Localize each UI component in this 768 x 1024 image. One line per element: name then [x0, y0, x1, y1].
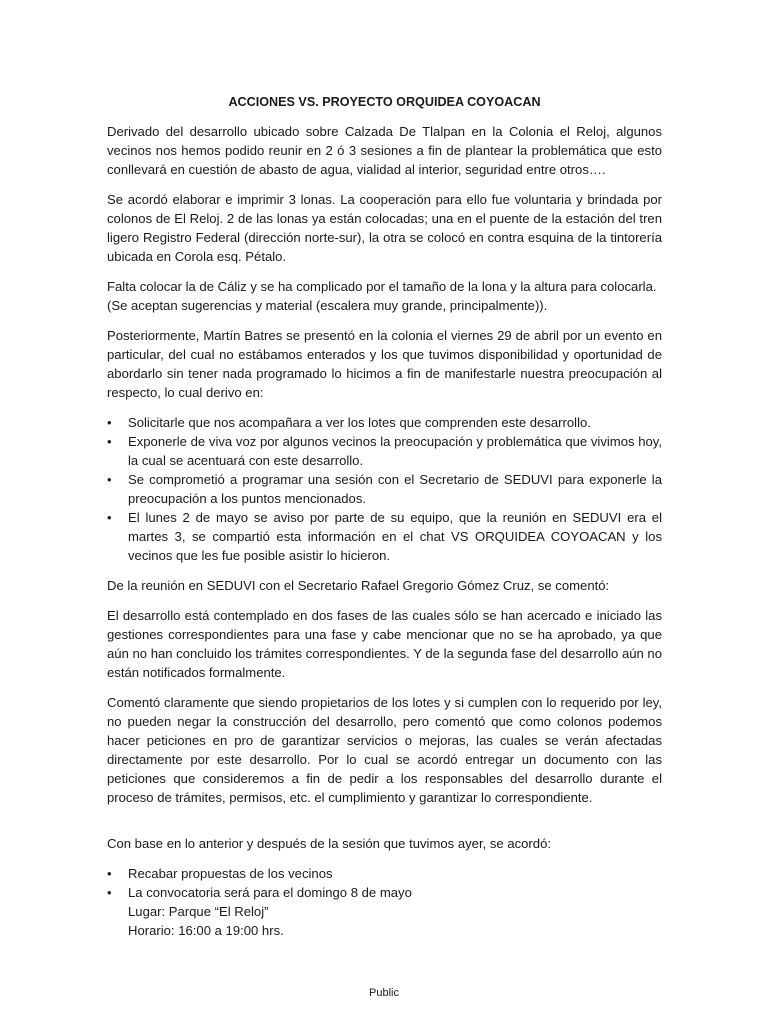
paragraph-phases: El desarrollo está contemplado en dos fases de las cuales sólo se han acercado e iniciado las gestiones correspondientes para una fase y cabe mencionar que no se ha aprobado, ya que aún no han concluido los trámites correspondientes. Y de la segunda fase del desarrollo aún no están notificados formalmente. — [107, 608, 662, 680]
paragraph-batres: Posteriormente, Martín Batres se presentó en la colonia el viernes 29 de abril por un evento en particular, del cual no estábamos enterados y los que tuvimos disponibilidad y oportunidad de abordarlo sin tener nada programado lo hicimos a fin de manifestarle nuestra preocupación al respecto, lo cual derivo en: — [107, 328, 662, 400]
paragraph-owners: Comentó claramente que siendo propietarios de los lotes y si cumplen con lo requerido por ley, no pueden negar la construcción del desarrollo, pero comentó que como colonos podemos hacer peticiones en pro de garantizar servicios o mejoras, las cuales se verán afectadas directamente por este desarrollo. Por lo cual se acordó entregar un documento con las peticiones que consideremos a fin de pedir a los responsables del desarrollo durante el proceso de trámites, permisos, etc. el cumplimiento y garantizar lo correspondiente. — [107, 695, 662, 805]
list-item: • Exponerle de viva voz por algunos vecinos la preocupación y problemática que vivimos hoy, la cual se acentuará con este desarrollo. — [107, 432, 662, 470]
place-text: Lugar: Parque “El Reloj” — [128, 904, 269, 919]
paragraph-caliz: Falta colocar la de Cáliz y se ha complicado por el tamaño de la lona y la altura para colocarla. (Se aceptan sugerencias y material (escalera muy grande, principalmente)). — [107, 279, 657, 313]
paragraph-meeting-intro: De la reunión en SEDUVI con el Secretario Rafael Gregorio Gómez Cruz, se comentó: — [107, 578, 610, 593]
list-item: • Recabar propuestas de los vecinos — [107, 864, 662, 883]
list-item: • Solicitarle que nos acompañara a ver los lotes que comprenden este desarrollo. — [107, 413, 662, 432]
paragraph-lonas: Se acordó elaborar e imprimir 3 lonas. La cooperación para ello fue voluntaria y brindada por colonos de El Reloj. 2 de las lonas ya están colocadas; una en el puente de la estación del tren ligero Registro Federal (dirección norte-sur), la otra se colocó en contra esquina de la tintorería ubicada en Corola esq. Pétalo. — [107, 192, 662, 264]
bullet-list-actions — [107, 413, 662, 565]
convocatoria-text: • La convocatoria será para el domingo 8 de mayo — [128, 885, 412, 900]
paragraph-agreement-intro: Con base en lo anterior y después de la sesión que tuvimos ayer, se acordó: — [107, 836, 551, 851]
list-item: • El lunes 2 de mayo se aviso por parte de su equipo, que la reunión en SEDUVI era el martes 3, se compartió esta información en el chat VS ORQUIDEA COYOACAN y los vecinos que les fue posible asistir lo hicieron. — [107, 508, 662, 565]
bullet-list-agreements — [107, 864, 662, 940]
document-body — [107, 93, 662, 951]
list-item — [107, 883, 662, 940]
schedule-text: Horario: 16:00 a 19:00 hrs. — [128, 923, 284, 938]
document-title: ACCIONES VS. PROYECTO ORQUIDEA COYOACAN — [228, 95, 541, 109]
footer-classification-label: Public — [369, 987, 399, 999]
list-item: • Se comprometió a programar una sesión con el Secretario de SEDUVI para exponerle la preocupación a los puntos mencionados. — [107, 470, 662, 508]
paragraph-intro: Derivado del desarrollo ubicado sobre Calzada De Tlalpan en la Colonia el Reloj, algunos vecinos nos hemos podido reunir en 2 ó 3 sesiones a fin de plantear la problemática que esto conllevará en cuestión de abasto de agua, vialidad al interior, seguridad entre otros…. — [107, 124, 662, 177]
